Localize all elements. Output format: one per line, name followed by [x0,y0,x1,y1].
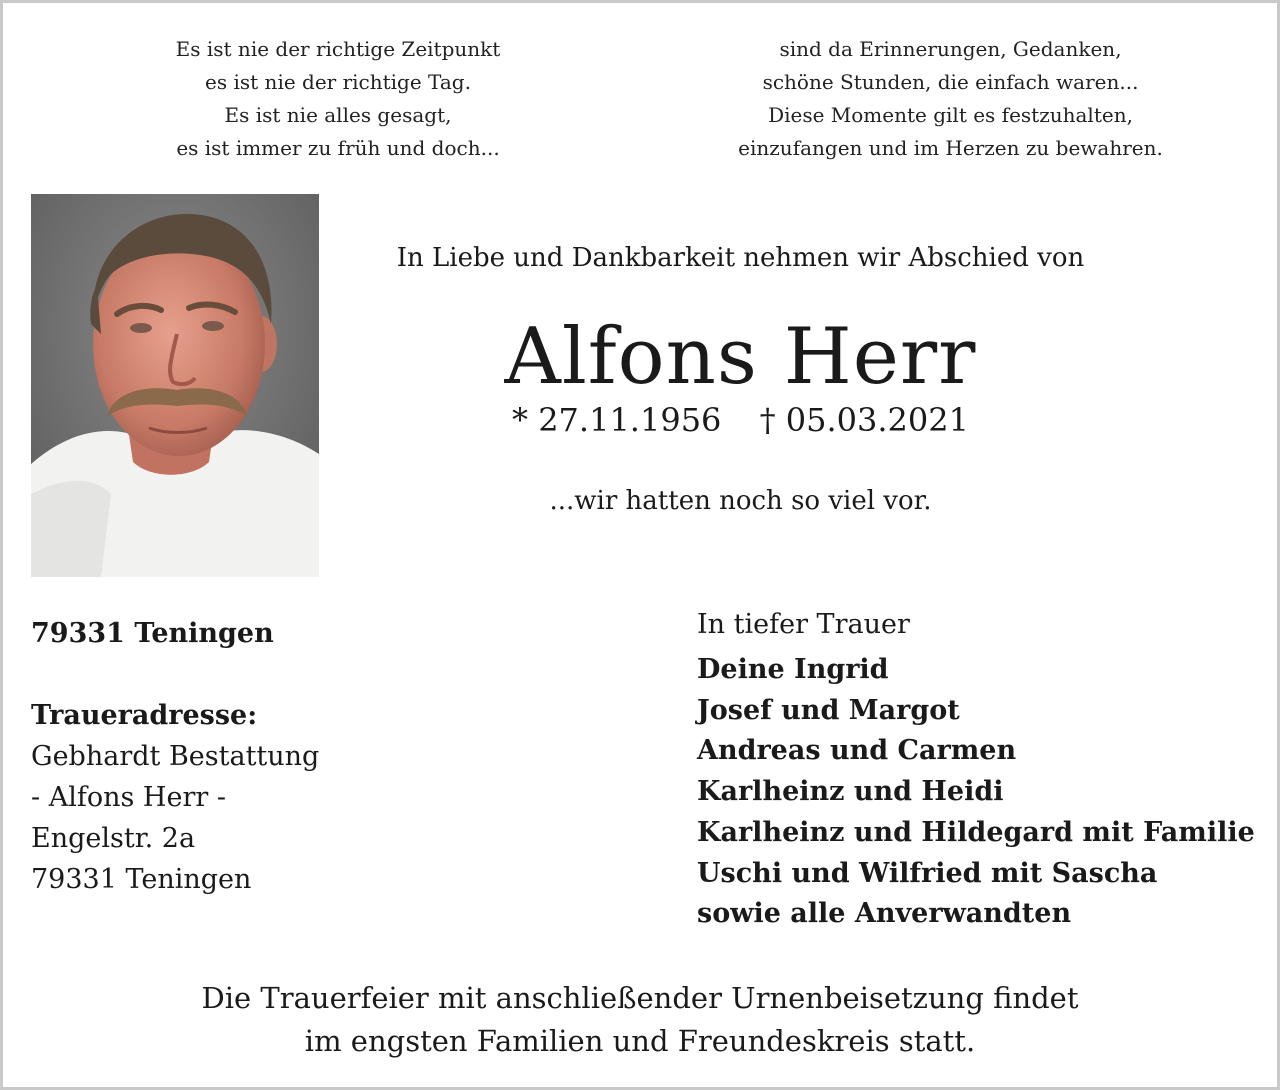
poem-line: sind da Erinnerungen, Gedanken, [779,37,1122,61]
birth-date: * 27.11.1956 [512,401,722,439]
deceased-name: Alfons Herr [504,312,977,402]
ceremony-note [3,977,1277,1063]
poem-line: Es ist nie alles gesagt, [224,103,452,127]
life-dates [333,401,1148,439]
intro-text: In Liebe und Dankbarkeit nehmen wir Abschied von [396,243,1085,273]
address-block [31,613,319,900]
poem-line: Diese Momente gilt es festzuhalten, [768,103,1133,127]
spacer [31,654,319,695]
portrait-illustration [31,194,319,577]
poem-left [113,33,563,165]
address-line: Engelstr. 2a [31,823,196,854]
ceremony-line: im engsten Familien und Freundeskreis statt. [304,1024,976,1058]
poem-line: Es ist nie der richtige Zeitpunkt [175,37,501,61]
mourners-block [697,605,1255,935]
mourner-name: sowie alle Anverwandten [697,898,1072,930]
address-line: - Alfons Herr - [31,782,226,813]
mourner-name: Deine Ingrid [697,654,889,685]
mourner-name: Karlheinz und Heidi [697,776,1004,808]
poem-line: einzufangen und im Herzen zu bewahren. [738,136,1163,160]
ceremony-line: Die Trauerfeier mit anschließender Urnenbeisetzung findet [201,981,1079,1015]
mourners-list [697,650,1255,935]
address-line: 79331 Teningen [31,864,252,895]
place-heading: 79331 Teningen [31,618,274,649]
poem-line: es ist nie der richtige Tag. [205,70,471,94]
mourner-name: Karlheinz und Hildegard mit Familie [697,816,1255,848]
poem-line: es ist immer zu früh und doch... [176,136,500,160]
poem-right [693,33,1208,165]
poem-line: schöne Stunden, die einfach waren... [762,70,1139,94]
mourner-name: Josef und Margot [697,694,960,726]
address-heading: Traueradresse: [31,700,258,731]
quote-text: ...wir hatten noch so viel vor. [549,486,932,516]
portrait-photo [31,194,319,577]
mourner-name: Andreas und Carmen [697,735,1017,767]
address-line: Gebhardt Bestattung [31,741,320,772]
mourner-name: Uschi und Wilfried mit Sascha [697,857,1158,889]
mourners-heading: In tiefer Trauer [697,609,910,640]
death-date: † 05.03.2021 [759,401,969,439]
